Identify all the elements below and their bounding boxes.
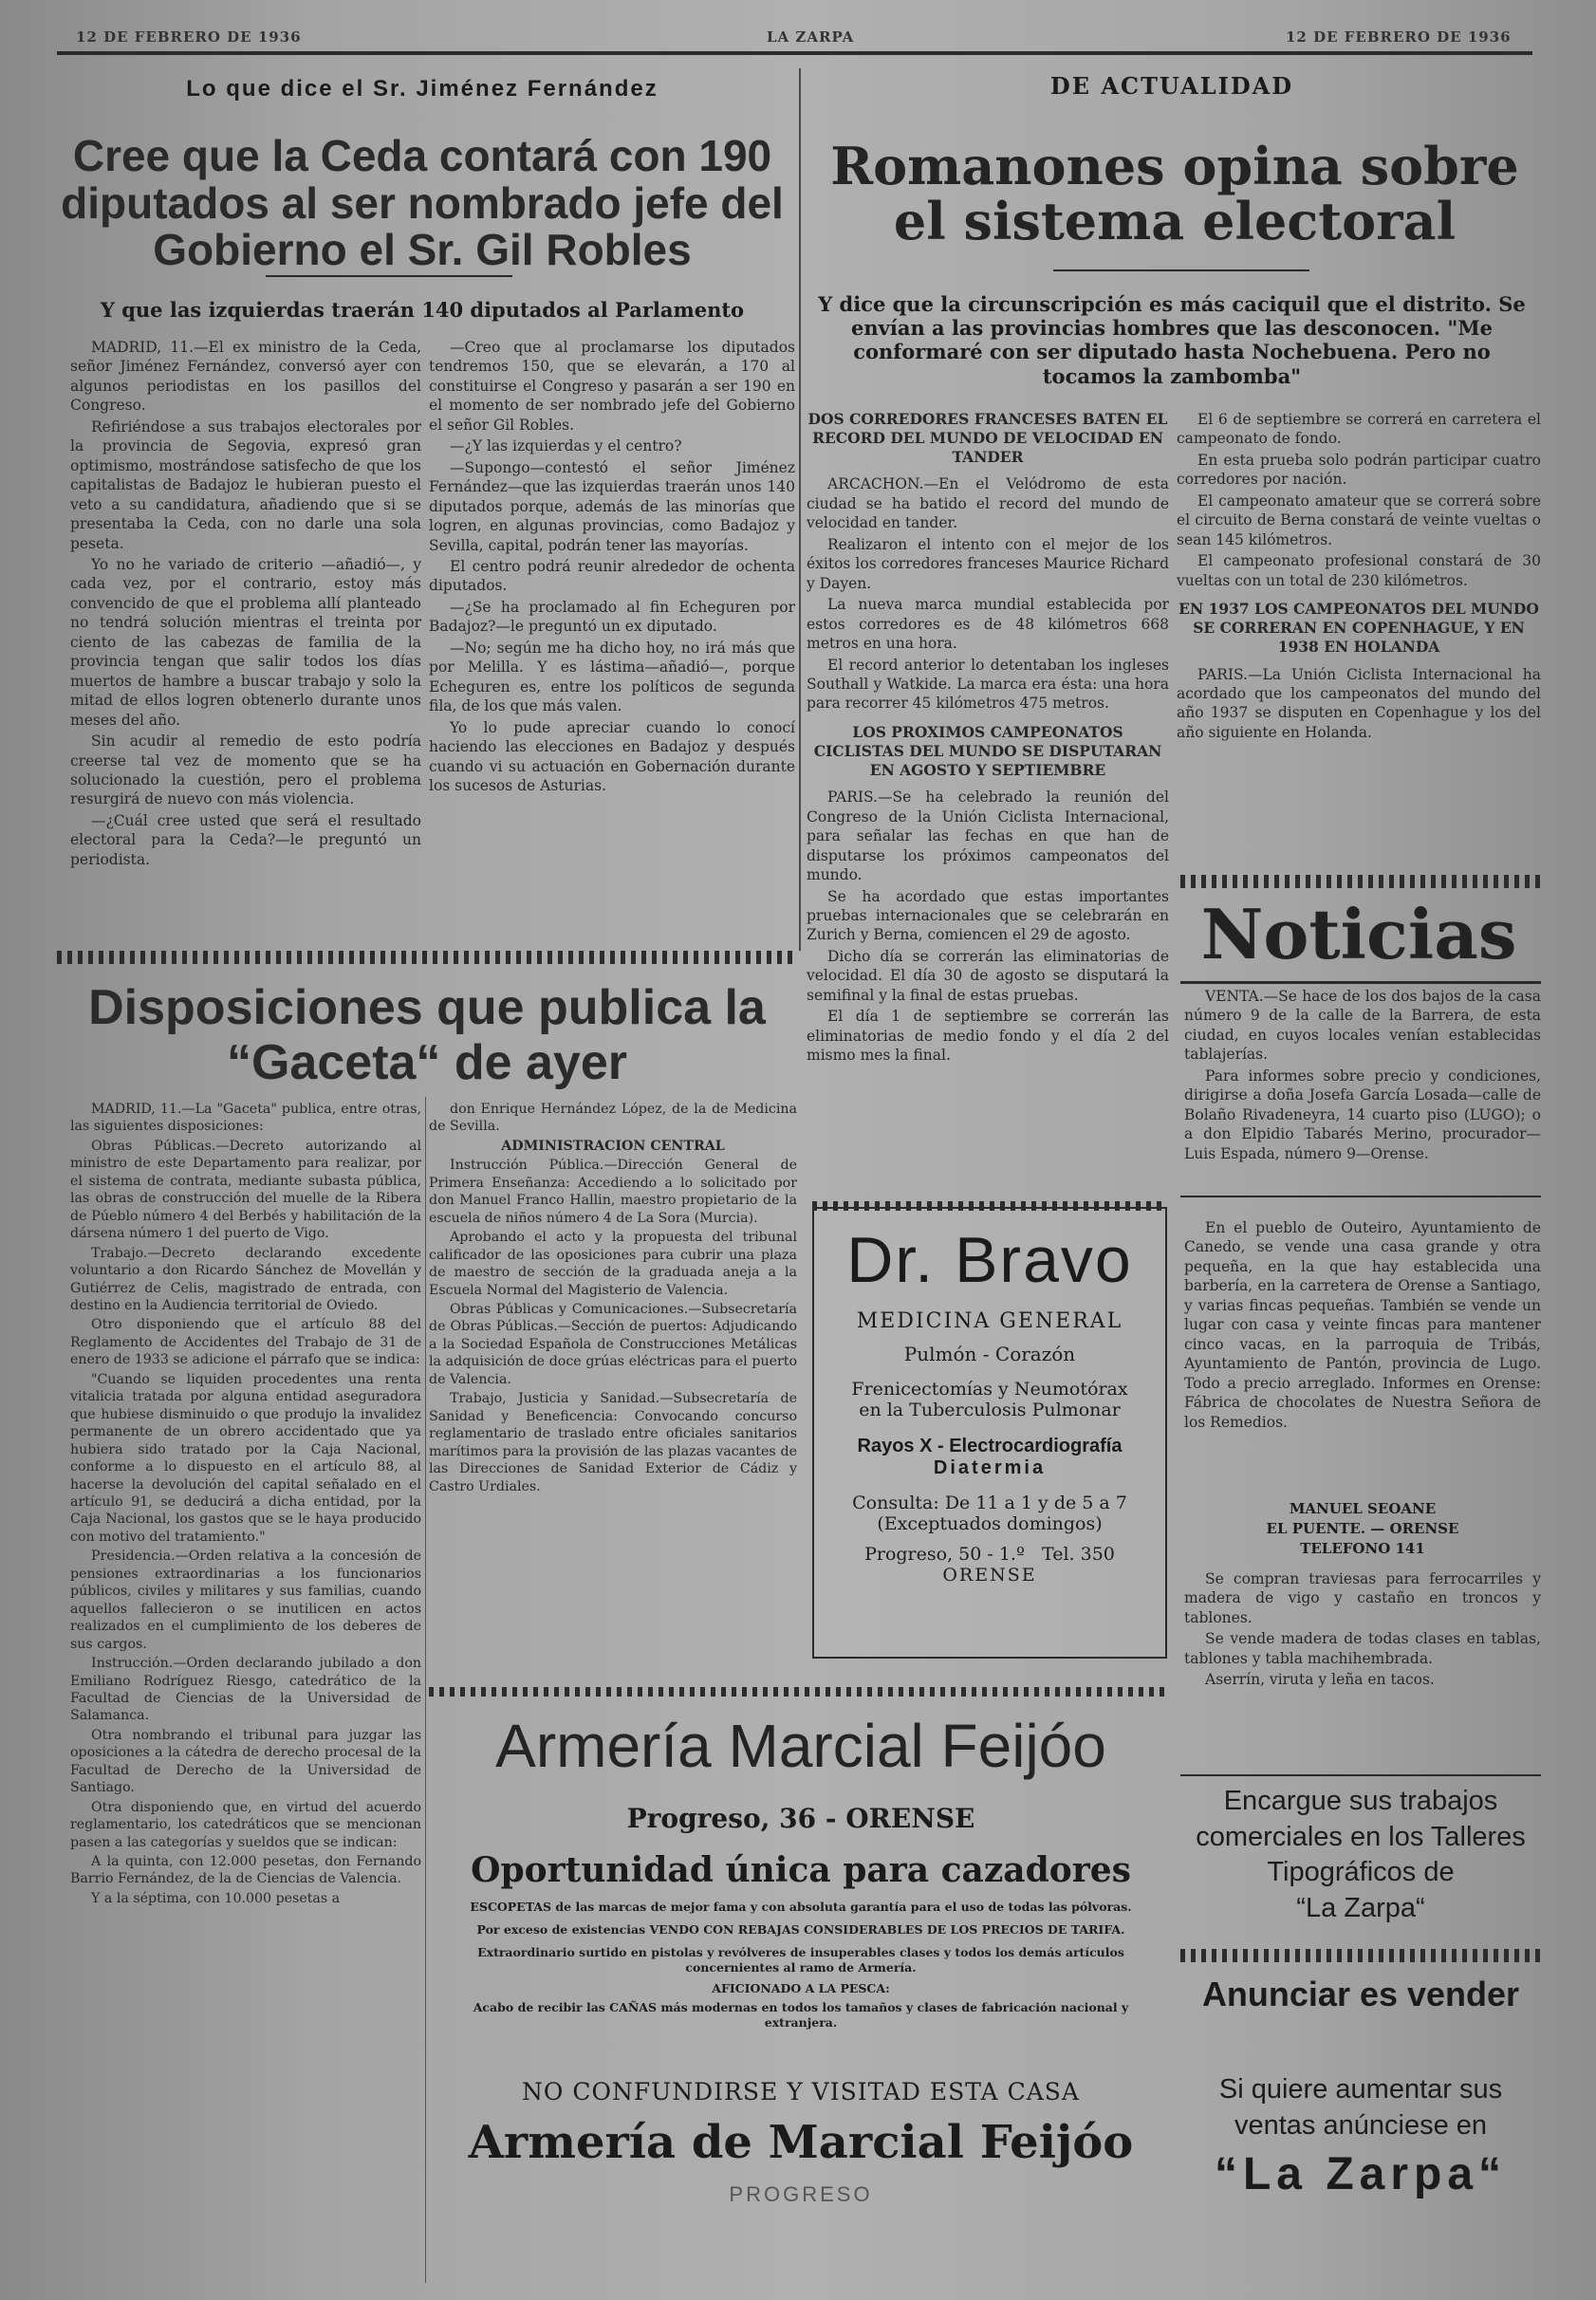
armeria-footer3: PROGRESO [729,2182,873,2206]
bravo-line: Diatermia [933,1457,1047,1478]
cycling-p: En esta prueba solo podrán participar cuatro corredores por nación. [1177,451,1541,489]
ceda-col1 [70,338,421,871]
gaceta-p: Y a la séptima, con 10.000 pesetas a [91,1890,341,1906]
zarpa-promo [1180,1784,1541,1927]
noticias-p: Se compran traviesas para ferrocarriles y madera de vigo y castaño en troncos y tablones. [1184,1570,1541,1626]
noticias-p: Aserrín, viruta y leña en tacos. [1205,1671,1435,1689]
ceda-subhead: Y que las izquierdas traerán 140 diputados al Parlamento [100,298,745,322]
bravo-line: Pulmón - Corazón [903,1343,1076,1365]
cycling-p: El record anterior lo detentaban los ingleses Southall y Watkide. La marca era ésta: una hora para recorrer 45 kilómetros 475 metros. [807,656,1169,713]
gaceta-headline-2: “Gaceta“ de ayer [226,1035,628,1090]
cycling-p: Se ha acordado que estas importantes pruebas internacionales que se celebrarán en Zurich y Berna, comiencen el 29 de agosto. [807,887,1169,944]
bravo-city: ORENSE [942,1565,1037,1586]
armeria-p: Extraordinario surtido en pistolas y revólveres de insuperables clases y todos los demás artículos concernientes al ramo de Armería. [477,1945,1124,1975]
ceda-col2 [429,338,795,797]
zarpa-promo-text: Encargue sus trabajos comerciales en los Talleres Tipográficos de [1196,1786,1526,1888]
cycling-col2 [1177,410,1541,744]
armeria-p: AFICIONADO A LA PESCA: [712,1981,890,1995]
gaceta-p: Presidencia.—Orden relativa a la concesión de pensiones extraordinarias a los funcionarios públicos, civiles y militares y sus familias, cuando aquellos fallecieron o se inutilicen en actos realizados en el cumplimiento de los deberes de sus cargos. [70,1549,421,1652]
armeria-p: Acabo de recibir las CAÑAS más modernas en todos los tamaños y clases de fabricación nacional y extranjera. [473,2000,1129,2030]
cycling-p: PARIS.—Se ha celebrado la reunión del Congreso de la Unión Ciclista Internacional, para señalar las fechas en que han de disputarse los próximos campeonatos del mundo. [807,788,1169,884]
anunciar-name: “La Zarpa“ [1214,2149,1508,2199]
zarpa-promo-name: “La Zarpa“ [1296,1893,1425,1924]
seoane-addr: EL PUENTE. — ORENSE [1266,1520,1459,1537]
romanones-kicker: DE ACTUALIDAD [1049,72,1294,100]
gaceta-p: Obras Públicas.—Decreto autorizando al ministro de este Departamento para realizar, por el sistema de contrata, mediante subasta pública, las obras de construcción del muelle de la Ribera de Púeblo número 4 del Berbés y habilitación de la dársena número 1 del puerto de Vigo. [70,1138,421,1242]
bravo-hours: Consulta: De 11 a 1 y de 5 a 7 [852,1493,1127,1513]
separator [812,1201,1167,1211]
ceda-p: —¿Y las izquierdas y el centro? [450,437,682,455]
cycling-caption: EN 1937 LOS CAMPEONATOS DEL MUNDO SE CORRERAN EN COPENHAGUE, Y EN 1938 EN HOLANDA [1178,600,1539,657]
armeria-footer2: Armería de Marcial Feijóo [468,2116,1134,2169]
cycling-p: El 6 de septiembre se correrá en carretera el campeonato de fondo. [1177,411,1541,448]
noticias-rule [1180,1774,1541,1776]
ceda-p: MADRID, 11.—El ex ministro de la Ceda, señor Jiménez Fernández, conversó ayer con algunos periodistas en los pasillos del Congreso. [70,339,421,415]
seoane-phone: TELEFONO 141 [1300,1540,1425,1557]
noticias-rule [1180,1196,1541,1197]
bravo-contact [814,1544,1165,1565]
armeria-name: Armería Marcial Feijóo [495,1712,1106,1780]
noticias-col [1184,1569,1541,1692]
gaceta-p: MADRID, 11.—La "Gaceta" publica, entre otras, las siguientes disposiciones: [70,1102,421,1135]
masthead-title: LA ZARPA [767,28,855,46]
bravo-hours-note: (Exceptuados domingos) [877,1513,1103,1534]
ceda-p: —No; según me ha dicho hoy, no irá más que por Melilla. Y es lástima—añadió—, porque Echeguren es, entre los políticos de segunda fila, de los que más valen. [429,639,795,715]
gaceta-section-title: ADMINISTRACION CENTRAL [501,1138,725,1154]
armeria-body [438,1900,1163,2031]
gaceta-p: Trabajo, Justicia y Sanidad.—Subsecretaría de Sanidad y Beneficencia: Convocando concurso reglamentario de traslado entre oficiales sanitarios marítimos para la provisión de las plazas vacantes de las Direcciones de Sanidad Exterior de Cádiz y Castro Urdiales. [429,1391,797,1494]
cycling-p: PARIS.—La Unión Ciclista Internacional ha acordado que los campeonatos del mundo del año 1937 se disputen en Copenhague y los del año siguiente en Holanda. [1177,665,1541,741]
cycling-p: El campeonato amateur que se correrá sobre el circuito de Berna constará de veinte vueltas o sean 145 kilómetros. [1177,492,1541,548]
masthead-right-date: 12 DE FEBRERO DE 1936 [1286,28,1512,46]
cycling-caption: LOS PROXIMOS CAMPEONATOS CICLISTAS DEL MUNDO SE DISPUTARAN EN AGOSTO Y SEPTIEMBRE [813,722,1162,780]
noticias-col [1184,1218,1541,1434]
ceda-p: —¿Se ha proclamado al fin Echeguren por Badajoz?—le preguntó un ex diputado. [429,598,795,636]
cycling-p: La nueva marca mundial establecida por estos corredores es de 48 kilómetros 668 metros en una hora. [807,596,1169,653]
separator [429,1687,1169,1697]
ceda-p: Refiriéndose a sus trabajos electorales por la provincia de Segovia, expresó gran optimismo, mostrándose satisfecho de que los capitalistas de Badajoz le hubieran puesto el veto a su candidatura, añadiendo que si se presentaba la Ceda, con no darle una sola peseta. [70,417,421,552]
gaceta-p: Trabajo.—Decreto declarando excedente voluntario a don Ricardo Sánchez de Movellán y Gutiérrez de Celis, magistrado de entrada, con destino en la Audiencia territorial de Oviedo. [70,1245,421,1313]
gaceta-p: Otra nombrando el tribunal para juzgar las oposiciones a la cátedra de derecho procesal de la Facultad de Derecho de la Universidad de Santiago. [70,1727,421,1796]
gaceta-col2 [429,1101,797,1497]
ceda-p: El centro podrá reunir alrededor de ochenta diputados. [429,557,795,595]
bravo-specialty: MEDICINA GENERAL [856,1309,1123,1333]
gaceta-p: don Enrique Hernández López, de la de Medicina de Sevilla. [429,1102,797,1135]
seoane-name: MANUEL SEOANE [1289,1500,1437,1517]
bravo-ad [812,1207,1167,1659]
ceda-p: Yo lo pude apreciar cuando lo conocí haciendo las elecciones en Badajoz y después cuando vi su actuación en Gobernación durante los sucesos de Asturias. [429,718,795,794]
ceda-kicker: Lo que dice el Sr. Jiménez Fernández [186,76,659,102]
bravo-address: Progreso, 50 - 1.º [864,1544,1025,1565]
ceda-p: Yo no he variado de criterio —añadió—, y cada vez, por el contrario, estoy más convencido de que el problema allí planteado no tendrá solución mientras el treinta por ciento de las cabezas de familia de la provincia tengan que salir todos los días muertos de hambre a buscar trabajo y solo la mitad de ellos logren obtenerlo durante unos meses del año. [70,555,421,729]
anunciar-title: Anunciar es vender [1201,1975,1520,2013]
cycling-p: Realizaron el intento con el mejor de los éxitos los corredores franceses Maurice Richard y Dayen. [807,535,1169,592]
romanones-rule [1053,269,1309,271]
bravo-line: Rayos X - Electrocardiografía [857,1436,1123,1456]
ceda-p: —Creo que al proclamarse los diputados tendremos 150, que se elevarán, a 170 al constituirse el Congreso y pasarán a ser 190 en el momento de ser nombrado jefe del Gobierno el señor Gil Robles. [429,339,795,434]
armeria-footer1: NO CONFUNDIRSE Y VISITAD ESTA CASA [522,2078,1080,2105]
masthead-rule [57,51,1532,55]
armeria-slogan: Oportunidad única para cazadores [471,1850,1131,1890]
noticias-col [1184,987,1541,1165]
noticias-title: Noticias [1200,894,1517,974]
separator [1180,875,1541,888]
gaceta-col1 [70,1101,421,1909]
ceda-p: —Supongo—contestó el señor Jiménez Fernández—que las izquierdas traerán unos 140 diputados porque, además de las minorías que logren, en algunas provincias, como Badajoz y Sevilla, capital, podrán tener las mayorías. [429,458,795,554]
seoane-block [1184,1499,1541,1559]
ceda-p: Sin acudir al remedio de esto podría creerse tal vez de momento que se ha solucionado la cuestión, pero el problema resurgirá de nuevo con más violencia. [70,733,421,808]
gaceta-p: A la quinta, con 12.000 pesetas, don Fernando Barrio Fernández, de la de Ciencias de Valencia. [70,1854,421,1887]
romanones-subhead: Y dice que la circunscripción es más caciquil que el distrito. Se envían a las provincias hombres que las desconocen. "Me conformaré con ser diputado hasta Nochebuena. Pero no tocamos la zambomba" [818,292,1526,388]
gaceta-headline-1: Disposiciones que publica la [88,980,766,1035]
gaceta-p: Otro disponiendo que el artículo 88 del Reglamento de Accidentes del Trabajo de 31 de enero de 1933 se adicione el párrafo que se indica: [70,1317,421,1368]
gaceta-p: Otra disponiendo que, en virtud del acuerdo reglamentario, los catedráticos que se mencionan pasen a las categorías y sueldos que se indican: [70,1799,421,1850]
bravo-name: Dr. Bravo [846,1224,1133,1296]
noticias-p: En el pueblo de Outeiro, Ayuntamiento de Canedo, se vende una casa grande y otra pequeña, en la que hay establecida una barbería, en la carretera de Orense a Santiago, y varias fincas pequeñas. También se vende un lugar con casa y veinte fincas para mantener cinco vacas, en la parroquia de Tribás, Ayuntamiento de Pantón, provincia de Lugo. Todo a precio arreglado. Informes en Orense: Fábrica de chocolates de Nuestra Señora de los Remedios. [1184,1219,1541,1431]
column-divider [799,68,801,951]
noticias-rule [1180,981,1541,984]
armeria-p: ESCOPETAS de las marcas de mejor fama y con absoluta garantía para el uso de todas las pólvoras. [470,1900,1132,1914]
cycling-p: ARCACHON.—En el Velódromo de esta ciudad se ha batido el record del mundo de velocidad en tander. [807,475,1169,532]
bravo-phone: Tel. 350 [1042,1544,1115,1565]
masthead-left-date: 12 DE FEBRERO DE 1936 [76,28,302,46]
ceda-p: —¿Cuál cree usted que será el resultado electoral para la Ceda?—le preguntó un periodista. [70,811,421,868]
noticias-p: Se vende madera de todas clases en tablas, tablones y tabla machihembrada. [1184,1630,1541,1667]
gaceta-p: Instrucción.—Orden declarando jubilado a don Emiliano Rodríguez Riesgo, catedrático de la Facultad de Ciencias de la Universidad de Salamanca. [70,1656,421,1724]
noticias-p: Para informes sobre precio y condiciones, dirigirse a doña Josefa García Losada—calle de Bolaño Rivadeneyra, 14 cuarto piso (LUGO); o a don Elpidio Tabarés Merino, procurador—Luis Espada, número 9—Orense. [1184,1067,1541,1162]
cycling-p: El día 1 de septiembre se correrán las eliminatorias de medio fondo y el día 2 del mismo mes la final. [807,1008,1169,1065]
noticias-p: VENTA.—Se hace de los dos bajos de la casa número 9 de la calle de la Barrera, de esta ciudad, en cuyos locales venían establecidas tablajerías. [1184,988,1541,1064]
bravo-line: en la Tuberculosis Pulmonar [859,1400,1121,1420]
armeria-address: Progreso, 36 - ORENSE [626,1803,975,1834]
bravo-line: Frenicectomías y Neumotórax [851,1379,1128,1400]
gaceta-p: Aprobando el acto y la propuesta del tribunal calificador de las oposiciones para cubrir una plaza de maestro de sección de la graduada aneja a la Escuela Normal del Magisterio de Valencia. [429,1230,797,1298]
cycling-caption: DOS CORREDORES FRANCESES BATEN EL RECORD DEL MUNDO DE VELOCIDAD EN TANDER [807,410,1168,467]
cycling-p: El campeonato profesional constará de 30 vueltas con un total de 230 kilómetros. [1177,552,1541,589]
gaceta-p: "Cuando se liquiden procedentes una renta vitalicia tratada por alguna entidad aseguradora que hubiese disminuido o que produjo la invalidez permanente de un obrero accidentado que ya hubiera sido tratado por la Caja Nacional, conforme a lo dispuesto en el artículo 88, al hacerse la devolución del capital señalado en el artículo 91, se deducirá a dicha entidad, por la Caja Nacional, los gastos que se le haya producido con motivo del tratamiento." [70,1371,421,1545]
cycling-col1 [807,410,1169,1067]
gaceta-divider [425,1097,426,2283]
separator [57,951,797,964]
romanones-headline: Romanones opina sobre el sistema electoral [830,136,1519,252]
anunciar-text: Si quiere aumentar sus ventas anúnciese en [1218,2074,1503,2141]
ceda-rule [266,275,512,277]
armeria-p: Por exceso de existencias VENDO CON REBAJAS CONSIDERABLES DE LOS PRECIOS DE TARIFA. [476,1922,1125,1937]
gaceta-p: Instrucción Pública.—Dirección General de Primera Enseñanza: Accediendo a lo solicitado por don Manuel Franco Hallin, maestro propietario de la escuela de niños número 4 de La Sora (Murcia). [429,1158,797,1226]
gaceta-p: Obras Públicas y Comunicaciones.—Subsecretaría de Obras Públicas.—Sección de puertos: Adjudicando a la Sociedad Española de Construcciones Metálicas la adquisición de doce grúas eléctricas para el puerto de Valencia. [429,1301,797,1387]
ceda-headline: Cree que la Ceda contará con 190 diputados al ser nombrado jefe del Gobierno el Sr. Gil Robles [61,131,784,275]
cycling-p: Dicho día se correrán las eliminatorias de velocidad. El día 30 de agosto se disputará la semifinal y la final de estas pruebas. [807,947,1169,1004]
separator [1180,1949,1541,1962]
